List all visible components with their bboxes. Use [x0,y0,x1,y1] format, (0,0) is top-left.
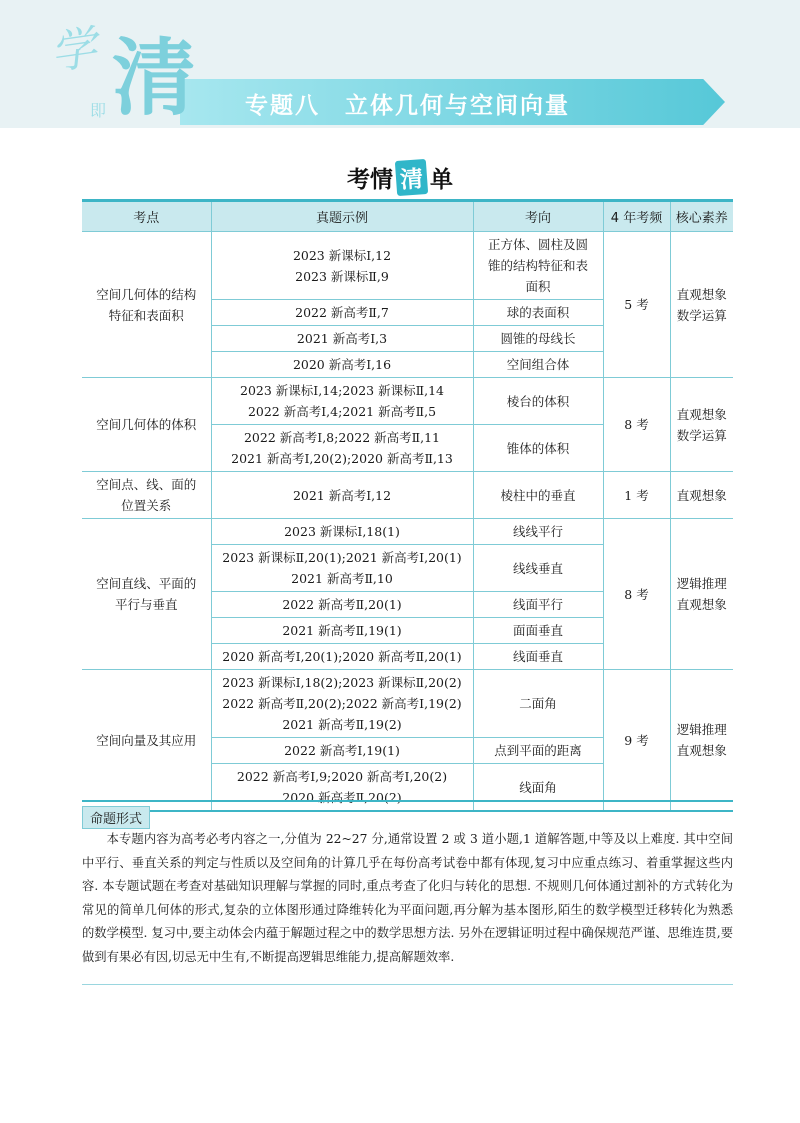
list-title-part3: 单 [430,167,453,193]
topic-cell [82,232,211,378]
example-line: 2021 新高考Ⅰ,20(2);2020 新高考Ⅱ,13 [231,451,453,466]
table-row [82,232,733,300]
literacy-line: 数学运算 [676,427,727,443]
direction-cell [473,300,603,326]
direction-text: 空间组合体 [506,357,570,372]
topic-text: 空间几何体的体积 [96,417,197,432]
examples-cell [211,670,473,738]
frequency-cell: 9 考 [603,670,670,812]
example-line: 2023 新课标Ⅱ,9 [295,268,389,284]
direction-text: 线面平行 [512,597,563,612]
table-row [82,472,733,519]
brand-logo-qing: 清 [112,28,197,127]
direction-text: 球的表面积 [506,305,570,320]
frequency-cell: 8 考 [603,378,670,472]
topic-text: 空间几何体的结构特征和表面积 [96,286,197,323]
examples-cell [211,326,473,352]
direction-cell [473,592,603,618]
topic-text: 空间点、线、面的位置关系 [96,477,197,513]
frequency-cell: 8 考 [603,519,670,670]
literacy-line: 直观想象 [676,286,727,302]
example-line: 2022 新高考Ⅱ,7 [295,305,389,320]
examples-cell [211,232,473,300]
literacy-cell [670,670,733,812]
direction-cell [473,644,603,670]
direction-text: 圆锥的母线长 [500,331,576,346]
examples-cell [211,352,473,378]
direction-text: 线线垂直 [512,560,563,576]
direction-cell [473,352,603,378]
direction-text: 线线平行 [512,524,563,539]
direction-text: 点到平面的距离 [494,743,582,758]
header-examples: 真题示例 [211,201,473,232]
topic-cell [82,378,211,472]
example-line: 2021 新高考Ⅰ,3 [296,331,388,346]
examples-cell [211,378,473,425]
brand-logo-xue: 学 [46,20,100,80]
direction-text: 面面垂直 [512,623,563,638]
topic-text: 空间向量及其应用 [96,732,197,748]
literacy-line: 逻辑推理 [676,722,727,737]
example-line: 2022 新高考Ⅰ,9;2020 新高考Ⅰ,20(2) [236,769,448,784]
examples-cell [211,425,473,472]
direction-cell [473,618,603,644]
example-line: 2020 新高考Ⅱ,20(2) [282,790,402,805]
direction-cell [473,232,603,300]
direction-text: 棱台的体积 [506,393,570,409]
list-title-highlight: 清 [395,159,428,196]
examples-cell [211,545,473,592]
literacy-cell [670,472,733,519]
direction-cell [473,519,603,545]
exam-analysis-table [82,199,733,812]
frequency-cell: 5 考 [603,232,670,378]
literacy-line: 逻辑推理 [676,576,727,591]
list-title-part1: 考情 [347,167,393,193]
proposition-label: 命题形式 [82,806,150,829]
literacy-cell [670,232,733,378]
table-row [82,670,733,738]
example-line: 2023 新课标Ⅰ,12 [292,247,392,263]
example-line: 2022 新高考Ⅰ,19(1) [284,743,400,758]
example-line: 2023 新课标Ⅰ,18(1) [284,524,400,539]
example-line: 2021 新高考Ⅱ,10 [291,571,393,586]
direction-text: 棱柱中的垂直 [500,487,576,503]
examples-cell [211,618,473,644]
direction-cell [473,545,603,592]
example-line: 2022 新高考Ⅰ,8;2022 新高考Ⅱ,11 [243,430,441,445]
examples-cell [211,644,473,670]
table-row [82,519,733,545]
literacy-cell [670,378,733,472]
direction-text: 正方体、圆柱及圆锥的结构特征和表面积 [487,237,588,294]
literacy-line: 数学运算 [676,307,727,323]
example-line: 2021 新高考Ⅱ,19(1) [282,623,402,638]
header-literacy: 核心素养 [670,201,733,232]
examples-cell [211,738,473,764]
direction-cell [473,425,603,472]
example-line: 2020 新高考Ⅰ,16 [292,357,392,372]
literacy-line: 直观想象 [676,597,727,612]
direction-text: 锥体的体积 [506,440,570,456]
example-line: 2021 新高考Ⅱ,19(2) [282,717,402,732]
examples-cell [211,519,473,545]
table-row [82,378,733,425]
direction-cell [473,738,603,764]
example-line: 2022 新高考Ⅱ,20(2);2022 新高考Ⅰ,19(2) [222,696,462,711]
example-line: 2023 新课标Ⅰ,18(2);2023 新课标Ⅱ,20(2) [222,675,462,690]
examples-cell [211,592,473,618]
examples-cell [211,472,473,519]
direction-cell [473,670,603,738]
example-line: 2023 新课标Ⅱ,20(1);2021 新高考Ⅰ,20(1) [222,550,462,565]
topic-text: 空间直线、平面的平行与垂直 [96,576,197,612]
frequency-cell: 1 考 [603,472,670,519]
proposition-section [82,800,733,985]
direction-cell [473,472,603,519]
direction-cell [473,378,603,425]
literacy-line: 直观想象 [676,743,727,758]
list-title [0,160,800,195]
topic-cell [82,519,211,670]
header-topic: 考点 [82,201,211,232]
header-direction: 考向 [473,201,603,232]
direction-text: 线面角 [519,779,557,795]
direction-text: 线面垂直 [512,649,563,664]
topic-cell [82,472,211,519]
example-line: 2022 新高考Ⅱ,20(1) [282,597,402,612]
table-header-row [82,201,733,232]
example-line: 2020 新高考Ⅰ,20(1);2020 新高考Ⅱ,20(1) [222,649,462,664]
topic-cell [82,670,211,812]
brand-logo-ji: 即 [90,101,107,120]
examples-cell [211,300,473,326]
example-line: 2022 新高考Ⅰ,4;2021 新高考Ⅱ,5 [247,404,437,419]
literacy-line: 直观想象 [676,487,727,503]
table-body [82,232,733,812]
example-line: 2021 新高考Ⅰ,12 [292,487,392,503]
proposition-text: 本专题内容为高考必考内容之一,分值为 22~27 分,通常设置 2 或 3 道小题,1 道解答题,中等及以上难度. 其中空间中平行、垂直关系的判定与性质以及空间角的计算几乎在每份高考试卷中都有体现,复习中应重点练习、着重掌握这些内容. 本专题试题在考查对基础知识理解与掌握的同时,重点考查了化归与转化的思想. 不规则几何体通过割补的方式转化为常见的简单几何体的形式,复杂的立体图形通过降维转化为平面问题,再分解为基本图形,陌生的数学模型迁移转化为熟悉的数学模型. 复习中,要主动体会内蕴于解题过程之中的数学思想方法. 另外在逻辑证明过程中确保规范严谨、思维连贯,要做到有果必有因,切忌无中生有,不断提高逻辑思维能力,提高解题效率. [82,832,733,964]
literacy-line: 直观想象 [676,406,727,422]
direction-text: 二面角 [519,696,557,711]
example-line: 2023 新课标Ⅰ,14;2023 新课标Ⅱ,14 [240,383,444,398]
literacy-cell [670,519,733,670]
header-frequency: 4 年考频 [603,201,670,232]
direction-cell [473,326,603,352]
chapter-title: 专题八 立体几何与空间向量 [245,93,570,119]
